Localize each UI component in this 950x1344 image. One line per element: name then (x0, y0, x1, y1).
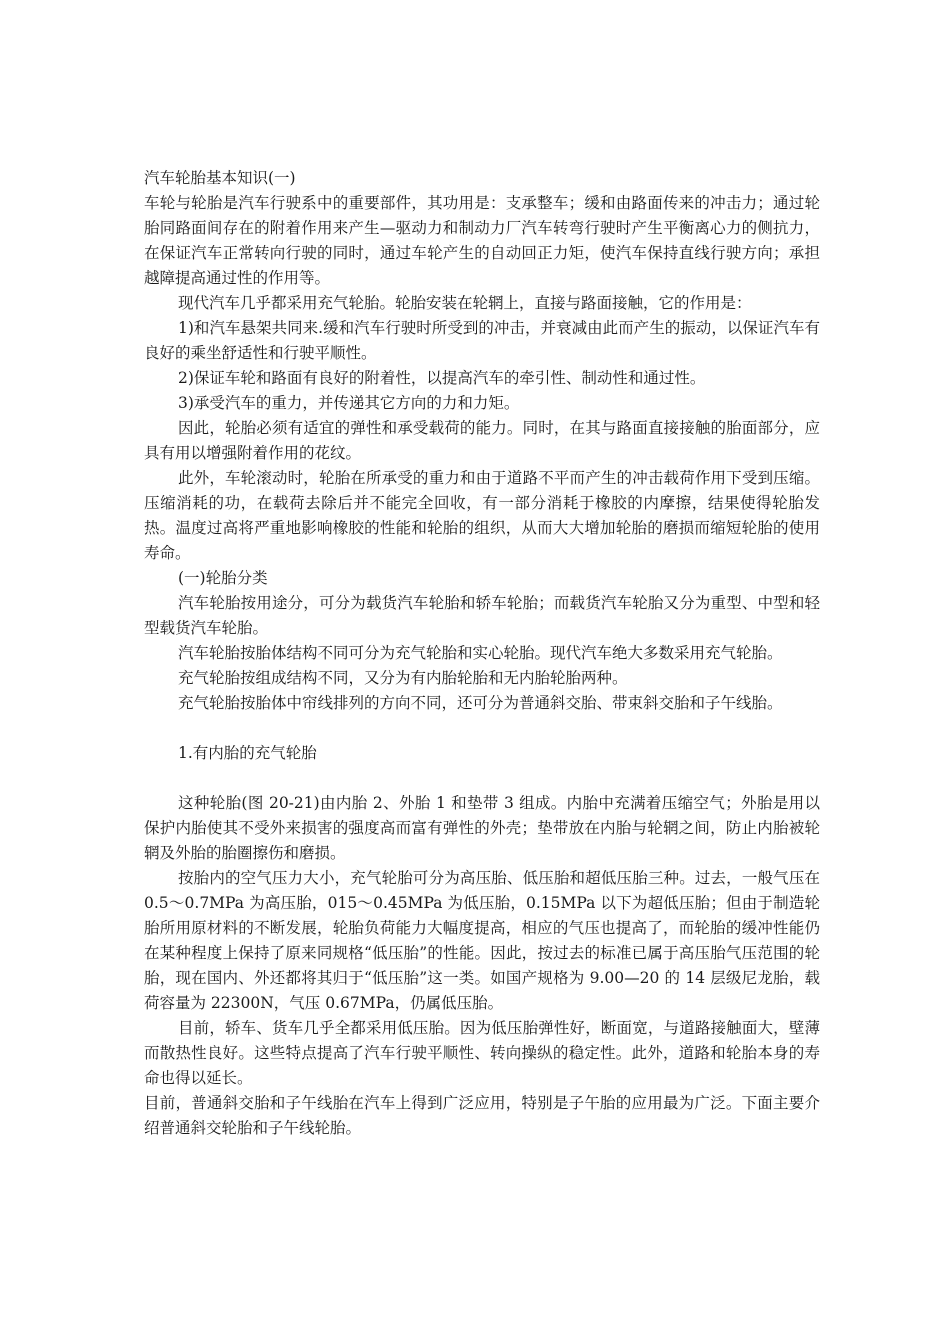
paragraph-inner-tube-types: 充气轮胎按组成结构不同，又分为有内胎轮胎和无内胎轮胎两种。 (178, 669, 628, 687)
document-body (144, 166, 820, 1141)
paragraph-elasticity: 因此，轮胎必须有适宜的弹性和承受载荷的能力。同时，在其与路面直接接触的胎面部分，应具有用以增强附着作用的花纹。 (144, 419, 820, 462)
paragraph-low-pressure: 目前，轿车、货车几乎全都采用低压胎。因为低压胎弹性好，断面宽，与道路接触面大，壁薄而散热性良好。这些特点提高了汽车行驶平顺性、转向操纵的稳定性。此外，道路和轮胎本身的寿命也得以延长。 (144, 1019, 820, 1087)
paragraph-pneumatic-intro: 现代汽车几乎都采用充气轮胎。轮胎安装在轮辋上，直接与路面接触，它的作用是： (178, 294, 752, 312)
paragraph-structure-classification: 汽车轮胎按胎体结构不同可分为充气轮胎和实心轮胎。现代汽车绝大多数采用充气轮胎。 (178, 644, 783, 662)
section-heading-tube-tire: 1.有内胎的充气轮胎 (178, 744, 317, 762)
paragraph-pressure-classification: 按胎内的空气压力大小，充气轮胎可分为高压胎、低压胎和超低压胎三种。过去，一般气压在 0.5～0.7MPa 为高压胎，015～0.45MPa 为低压胎，0.15MPa 以下为超低压胎；但由于制造轮胎所用原材料的不断发展，轮胎负荷能力大幅度提高，相应的气压也提高了，而轮胎的缓冲性能仍在某种程度上保持了原来同规格“低压胎”的性能。因此，按过去的标准已属于高压胎气压范围的轮胎，现在国内、外还都将其归于“低压胎”这一类。如国产规格为 9.00—20 的 14 层级尼龙胎，载荷容量为 22300N，气压 0.67MPa，仍属低压胎。 (144, 869, 820, 1012)
paragraph-bias-radial: 目前，普通斜交胎和子午线胎在汽车上得到广泛应用，特别是子午胎的应用最为广泛。下面主要介绍普通斜交轮胎和子午线轮胎。 (144, 1094, 820, 1137)
paragraph-wheel-function: 车轮与轮胎是汽车行驶系中的重要部件，其功用是：支承整车；缓和由路面传来的冲击力；通过轮胎同路面间存在的附着作用来产生—驱动力和制动力厂汽车转弯行驶时产生平衡离心力的侧抗力，在保证汽车正常转向行驶的同时，通过车轮产生的自动回正力矩，使汽车保持直线行驶方向；承担越障提高通过性的作用等。 (144, 194, 820, 287)
list-item-1: 1)和汽车悬架共同来.缓和汽车行驶时所受到的冲击，并衰减由此而产生的振动，以保证汽车有良好的乘坐舒适性和行驶平顺性。 (144, 319, 820, 362)
document-title: 汽车轮胎基本知识(一) (144, 169, 296, 187)
list-item-2: 2)保证车轮和路面有良好的附着性，以提高汽车的牵引性、制动性和通过性。 (178, 369, 706, 387)
paragraph-cord-direction: 充气轮胎按胎体中帘线排列的方向不同，还可分为普通斜交胎、带束斜交胎和子午线胎。 (178, 694, 783, 712)
paragraph-tube-tire-structure: 这种轮胎(图 20-21)由内胎 2、外胎 1 和垫带 3 组成。内胎中充满着压缩空气；外胎是用以保护内胎使其不受外来损害的强度高而富有弹性的外壳；垫带放在内胎与轮辋之间，防止内胎被轮辋及外胎的胎圈擦伤和磨损。 (144, 794, 820, 862)
paragraph-heat: 此外，车轮滚动时，轮胎在所承受的重力和由于道路不平而产生的冲击载荷作用下受到压缩。压缩消耗的功，在载荷去除后并不能完全回收，有一部分消耗于橡胶的内摩擦，结果使得轮胎发热。温度过高将严重地影响橡胶的性能和轮胎的组织，从而大大增加轮胎的磨损而缩短轮胎的使用寿命。 (144, 469, 820, 562)
paragraph-usage-classification: 汽车轮胎按用途分，可分为载货汽车轮胎和轿车轮胎；而载货汽车轮胎又分为重型、中型和轻型载货汽车轮胎。 (144, 594, 820, 637)
list-item-3: 3)承受汽车的重力，并传递其它方向的力和力矩。 (178, 394, 520, 412)
section-heading-classification: (一)轮胎分类 (178, 569, 268, 587)
